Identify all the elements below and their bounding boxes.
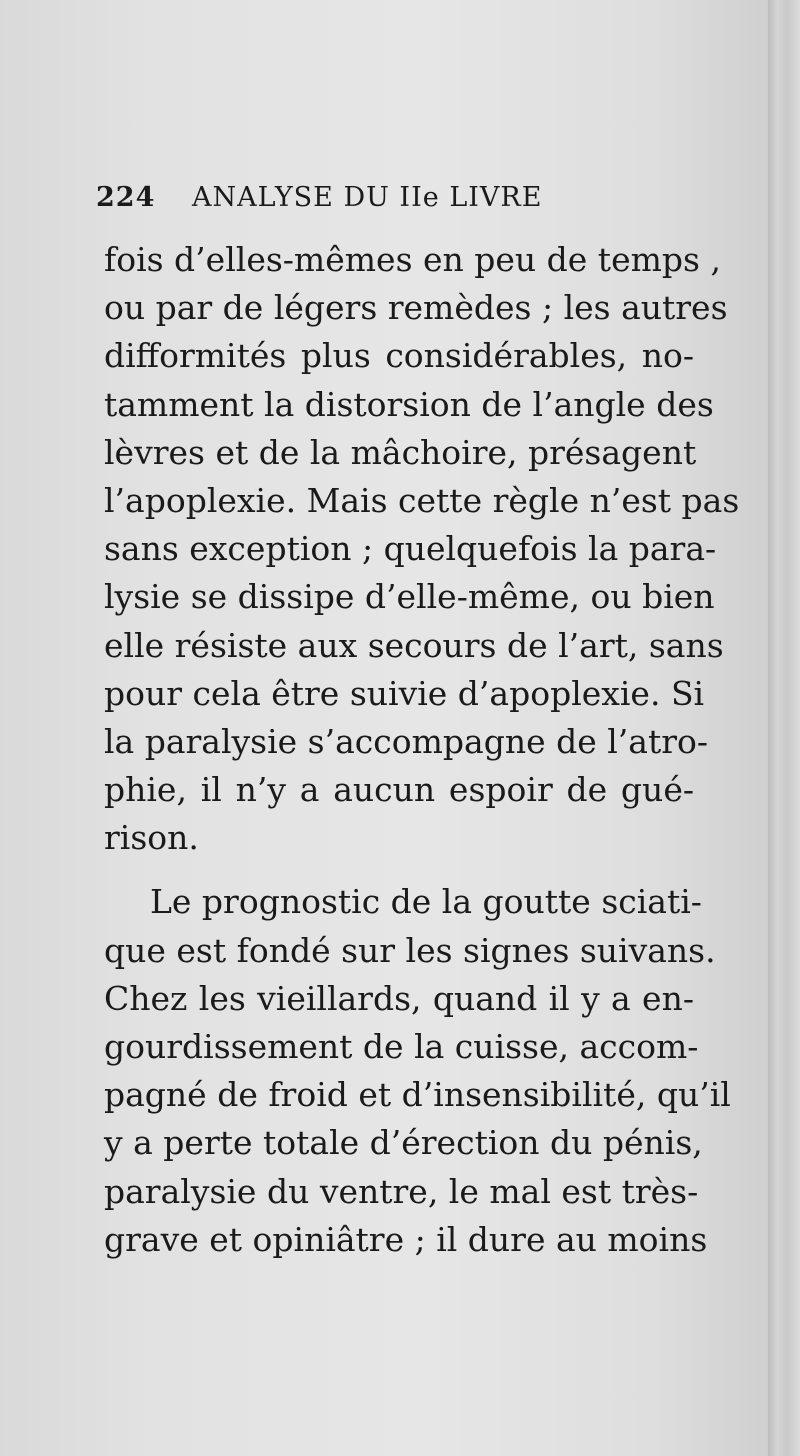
paragraph-1 — [104, 236, 740, 862]
text-line: grave et opiniâtre ; il dure au moins — [104, 1219, 708, 1259]
text-line: Chez les vieillards, quand il y a en- — [104, 978, 694, 1018]
page-number: 224 — [96, 182, 156, 213]
text-line: Le prognostic de la goutte sciati- — [150, 882, 702, 922]
text-line: tamment la distorsion de l’angle des — [104, 384, 714, 424]
paragraph-2 — [104, 878, 731, 1264]
text-line: phie, il n’y a aucun espoir de gué- — [104, 770, 694, 810]
text-line: paralysie du ventre, le mal est très- — [104, 1171, 699, 1211]
text-line: que est fondé sur les signes suivans. — [104, 930, 716, 970]
text-line: sans exception ; quelquefois la para- — [104, 529, 717, 569]
text-line: gourdissement de la cuisse, accom- — [104, 1027, 699, 1066]
text-line: fois d’elles-mêmes en peu de temps , — [104, 240, 721, 279]
body-text — [104, 236, 740, 1264]
page-header — [96, 182, 616, 222]
text-line: y a perte totale d’érection du pénis, — [104, 1123, 703, 1163]
text-line: elle résiste aux secours de l’art, sans — [104, 625, 724, 665]
text-line: pagné de froid et d’insensibilité, qu’il — [104, 1075, 731, 1115]
page-edge — [768, 0, 800, 1456]
text-line: l’apoplexie. Mais cette règle n’est pas — [104, 480, 740, 520]
text-line: pour cela être suivie d’apoplexie. Si — [104, 673, 705, 713]
text-line: difformités plus considérables, no- — [104, 336, 694, 376]
text-line: la paralysie s’accompagne de l’atro- — [104, 721, 709, 761]
paragraph-gap — [104, 862, 694, 878]
text-line: rison. — [104, 818, 199, 858]
text-line: lèvres et de la mâchoire, présagent — [104, 432, 697, 472]
text-line: ou par de légers remèdes ; les autres — [104, 288, 728, 328]
running-title: ANALYSE DU IIe LIVRE — [192, 182, 543, 213]
text-line: lysie se dissipe d’elle-même, ou bien — [104, 577, 715, 617]
